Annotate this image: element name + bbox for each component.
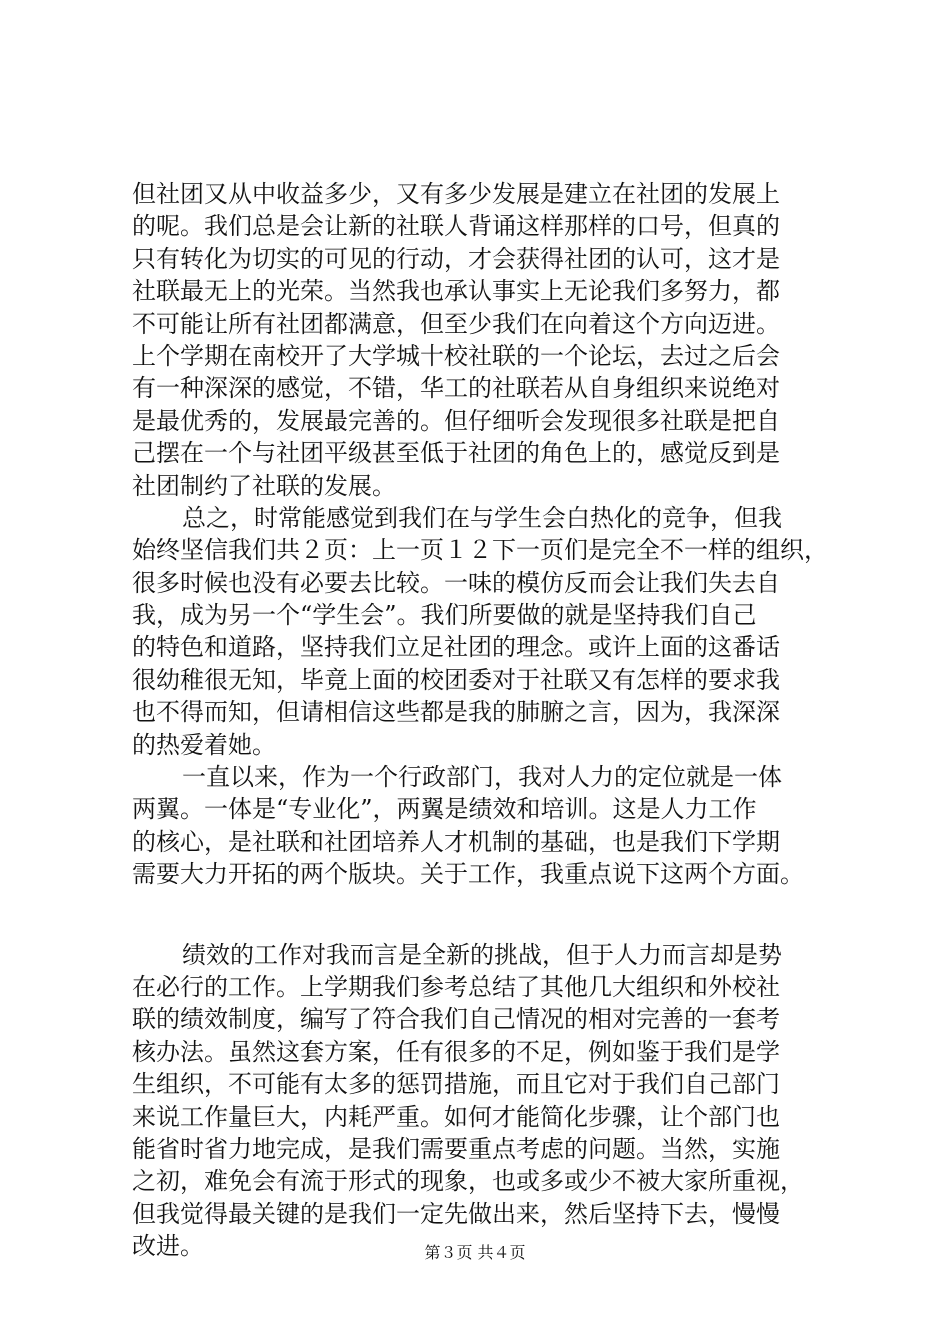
paragraph-4 <box>132 939 832 1263</box>
text-line: 总之，时常能感觉到我们在与学生会白热化的竞争，但我 <box>182 503 782 532</box>
text-line: 一直以来，作为一个行政部门，我对人力的定位就是一体 <box>182 763 782 792</box>
text-line: 的核心，是社联和社团培养人才机制的基础，也是我们下学期 <box>132 827 780 856</box>
text-line: 也不得而知，但请相信这些都是我的肺腑之言，因为，我深深 <box>132 698 780 727</box>
text-line: 社联最无上的光荣。当然我也承认事实上无论我们多努力，都 <box>132 277 780 306</box>
text-line: 改进。 <box>132 1232 204 1261</box>
text-line: 只有转化为切实的可见的行动，才会获得社团的认可，这才是 <box>132 244 780 273</box>
text-line: 很幼稚很无知，毕竟上面的校团委对于社联又有怎样的要求我 <box>132 665 780 694</box>
text-line: 的呢。我们总是会让新的社联人背诵这样那样的口号，但真的 <box>132 212 780 241</box>
text-line: 上个学期在南校开了大学城十校社联的一个论坛，去过之后会 <box>132 341 780 370</box>
text-line: 两翼。一体是“专业化”，两翼是绩效和培训。这是人力工作 <box>132 795 757 824</box>
text-line: 的特色和道路，坚持我们立足社团的理念。或许上面的这番话 <box>132 633 780 662</box>
text-line: 的热爱着她。 <box>132 730 276 759</box>
text-line: 我，成为另一个“学生会”。我们所要做的就是坚持我们自己 <box>132 601 757 630</box>
text-line: 社团制约了社联的发展。 <box>132 471 396 500</box>
text-line: 不可能让所有社团都满意，但至少我们在向着这个方向迈进。 <box>132 309 780 338</box>
page-footer <box>0 1242 950 1264</box>
page-number-label: 第３页 共４页 <box>424 1243 526 1262</box>
text-line: 但社团又从中收益多少，又有多少发展是建立在社团的发展上 <box>132 180 780 208</box>
text-line: 联的绩效制度，编写了符合我们自己情况的相对完善的一套考 <box>132 1005 780 1034</box>
document-body <box>132 178 832 1263</box>
text-line: 能省时省力地完成，是我们需要重点考虑的问题。当然，实施 <box>132 1134 780 1163</box>
text-line: 来说工作量巨大，内耗严重。如何才能简化步骤，让个部门也 <box>132 1102 780 1131</box>
text-line: 需要大力开拓的两个版块。关于工作，我重点说下这两个方面。 <box>132 860 804 889</box>
paragraph-1 <box>132 178 832 502</box>
text-line: 核办法。虽然这套方案，任有很多的不足，例如鉴于我们是学 <box>132 1037 780 1066</box>
text-line: 己摆在一个与社团平级甚至低于社团的角色上的，感觉反到是 <box>132 439 780 468</box>
text-line: 但我觉得最关键的是我们一定先做出来，然后坚持下去，慢慢 <box>132 1199 780 1228</box>
paragraph-2 <box>132 502 832 761</box>
text-line: 在必行的工作。上学期我们参考总结了其他几大组织和外校社 <box>132 972 780 1001</box>
paragraph-3 <box>132 761 832 891</box>
text-line: 生组织，不可能有太多的惩罚措施，而且它对于我们自己部门 <box>132 1070 780 1099</box>
text-line: 有一种深深的感觉，不错，华工的社联若从自身组织来说绝对 <box>132 374 780 403</box>
text-line: 始终坚信我们共２页：上一页１２下一页们是完全不一样的组织， <box>132 536 828 565</box>
text-line: 很多时候也没有必要去比较。一味的模仿反而会让我们失去自 <box>132 568 780 597</box>
paragraph-spacer <box>132 891 832 939</box>
text-line: 是最优秀的，发展最完善的。但仔细听会发现很多社联是把自 <box>132 406 780 435</box>
text-line: 之初，难免会有流于形式的现象，也或多或少不被大家所重视， <box>132 1167 804 1196</box>
text-line: 绩效的工作对我而言是全新的挑战，但于人力而言却是势 <box>182 940 782 969</box>
